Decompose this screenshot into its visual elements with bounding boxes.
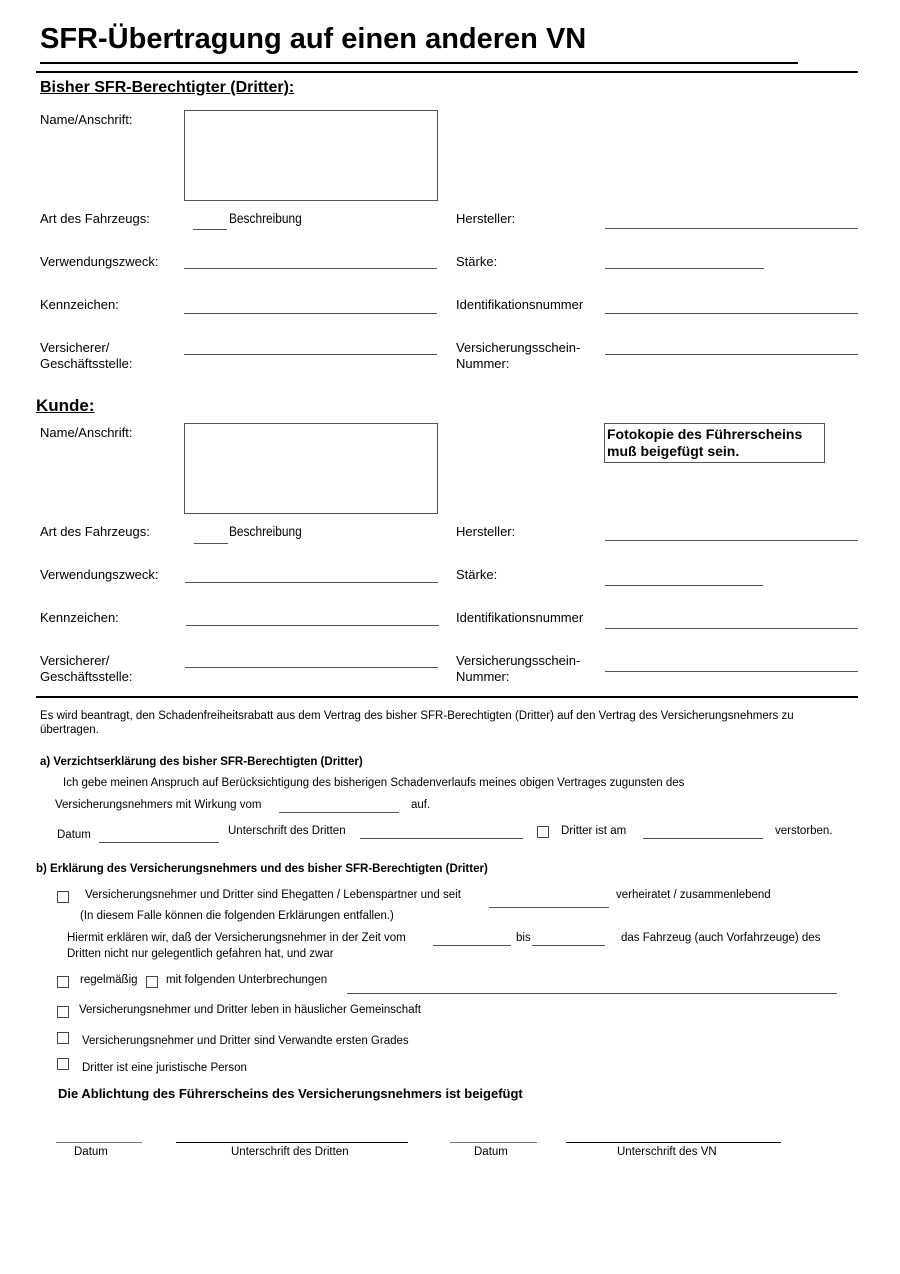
dritter-versicherer-field[interactable] — [184, 354, 437, 355]
dritter-schein-label-2: Nummer: — [456, 356, 510, 371]
dritter-art-field[interactable] — [193, 229, 227, 230]
kunde-staerke-label: Stärke: — [456, 567, 498, 582]
kunde-ident-label: Identifikationsnummer — [456, 610, 584, 625]
section-a-datum-label: Datum — [57, 829, 91, 841]
dritter-kennzeichen-label: Kennzeichen: — [40, 297, 119, 312]
hiermit-text: Hiermit erklären wir, daß der Versicherungsnehmer in der Zeit vom — [67, 932, 406, 944]
regelmaessig-checkbox[interactable] — [57, 976, 69, 988]
unterbrechungen-field[interactable] — [347, 993, 837, 994]
fuehrerschein-notice-line-2: muß beigefügt sein. — [607, 443, 740, 459]
title-underline — [40, 62, 798, 64]
ehegatten-label: Versicherungsnehmer und Dritter sind Ehegatten / Lebenspartner und seit — [85, 889, 461, 901]
section-a-unterschrift-label: Unterschrift des Dritten — [228, 825, 346, 837]
signature-datum-1-field[interactable] — [56, 1142, 142, 1143]
dritter-ist-am-label: Dritter ist am — [561, 825, 627, 837]
kunde-schein-field[interactable] — [605, 671, 858, 672]
dritten-text: Dritten nicht nur gelegentlich gefahren hat, und zwar — [67, 948, 334, 960]
kunde-name-label: Name/Anschrift: — [40, 425, 133, 440]
kunde-ident-field[interactable] — [605, 628, 858, 629]
regelmaessig-label: regelmäßig — [80, 974, 138, 986]
gemeinschaft-label: Versicherungsnehmer und Dritter leben in häuslicher Gemeinschaft — [79, 1004, 421, 1016]
kunde-art-field[interactable] — [194, 543, 228, 544]
kunde-versicherer-field[interactable] — [185, 667, 438, 668]
kunde-hersteller-label: Hersteller: — [456, 524, 516, 539]
kunde-verwendung-field[interactable] — [185, 582, 438, 583]
dritter-art-value: Beschreibung — [229, 210, 302, 226]
signature-datum-2-label: Datum — [474, 1146, 508, 1158]
kunde-verwendung-label: Verwendungszweck: — [40, 567, 159, 582]
dritter-ident-label: Identifikationsnummer — [456, 297, 584, 312]
zeit-bis-field[interactable] — [532, 945, 605, 946]
signature-datum-1-label: Datum — [74, 1146, 108, 1158]
page-title: SFR-Übertragung auf einen anderen VN — [40, 23, 587, 55]
kunde-kennzeichen-label: Kennzeichen: — [40, 610, 119, 625]
verstorben-label: verstorben. — [775, 825, 833, 837]
verwandte-label: Versicherungsnehmer und Dritter sind Verwandte ersten Grades — [82, 1035, 409, 1047]
gemeinschaft-checkbox[interactable] — [57, 1006, 69, 1018]
zeit-von-field[interactable] — [433, 945, 511, 946]
dritter-name-address-box[interactable] — [184, 110, 438, 201]
verwandte-checkbox[interactable] — [57, 1032, 69, 1044]
section-b-heading: b) Erklärung des Versicherungsnehmers und des bisher SFR-Berechtigten (Dritter) — [36, 863, 488, 875]
section-heading-dritter: Bisher SFR-Berechtigter (Dritter): — [40, 79, 295, 96]
kunde-kennzeichen-field[interactable] — [186, 625, 439, 626]
unterbrechungen-label: mit folgenden Unterbrechungen — [166, 974, 328, 986]
section-heading-kunde: Kunde: — [36, 396, 95, 415]
signature-datum-2-field[interactable] — [450, 1142, 537, 1143]
section-a-unterschrift-field[interactable] — [360, 838, 523, 839]
dritter-art-label: Art des Fahrzeugs: — [40, 211, 150, 226]
kunde-art-label: Art des Fahrzeugs: — [40, 524, 150, 539]
dritter-hersteller-field[interactable] — [605, 228, 858, 229]
dritter-verwendung-label: Verwendungszweck: — [40, 254, 159, 269]
unterbrechungen-checkbox[interactable] — [146, 976, 158, 988]
signature-dritten-field[interactable] — [176, 1142, 408, 1143]
dritter-ident-field[interactable] — [605, 313, 858, 314]
dritter-schein-label-1: Versicherungsschein- — [456, 340, 581, 355]
fuehrerschein-notice — [604, 423, 825, 463]
dritter-staerke-field[interactable] — [605, 268, 764, 269]
antrag-text: Es wird beantragt, den Schadenfreiheitsrabatt aus dem Vertrag des bisher SFR-Berechtigten (Dritter) auf den Vertrag des Versicherungsnehmers zu übertragen. — [40, 710, 794, 736]
das-fahrzeug-text: das Fahrzeug (auch Vorfahrzeuge) des — [621, 932, 821, 944]
verstorben-datum-field[interactable] — [643, 838, 763, 839]
in-diesem-falle-note: (In diesem Falle können die folgenden Erklärungen entfallen.) — [80, 910, 394, 922]
dritter-verstorben-checkbox[interactable] — [537, 826, 549, 838]
signature-dritten-label: Unterschrift des Dritten — [231, 1146, 349, 1158]
dritter-schein-field[interactable] — [605, 354, 858, 355]
verheiratet-label: verheiratet / zusammenlebend — [616, 889, 771, 901]
dritter-staerke-label: Stärke: — [456, 254, 498, 269]
dritter-kennzeichen-field[interactable] — [184, 313, 437, 314]
signature-vn-label: Unterschrift des VN — [617, 1146, 717, 1158]
kunde-hersteller-field[interactable] — [605, 540, 858, 541]
kunde-schein-label-1: Versicherungsschein- — [456, 653, 581, 668]
section-a-datum-field[interactable] — [99, 842, 219, 843]
dritter-versicherer-label-2: Geschäftsstelle: — [40, 356, 133, 371]
dritter-verwendung-field[interactable] — [184, 268, 437, 269]
ablichtung-text: Die Ablichtung des Führerscheins des Versicherungsnehmers ist beigefügt — [58, 1086, 523, 1101]
kunde-name-address-box[interactable] — [184, 423, 438, 514]
kunde-art-value: Beschreibung — [229, 523, 302, 539]
fuehrerschein-notice-line-1: Fotokopie des Führerscheins — [607, 426, 803, 442]
ehegatten-checkbox[interactable] — [57, 891, 69, 903]
kunde-versicherer-label-1: Versicherer/ — [40, 653, 110, 668]
kunde-schein-label-2: Nummer: — [456, 669, 510, 684]
juristische-person-checkbox[interactable] — [57, 1058, 69, 1070]
bis-label: bis — [516, 932, 531, 944]
juristische-person-label: Dritter ist eine juristische Person — [82, 1062, 247, 1074]
title-rule — [36, 71, 858, 73]
section-a-line-1: Ich gebe meinen Anspruch auf Berücksichtigung des bisherigen Schadenverlaufs meines obigen Vertrages zugunsten des — [63, 777, 685, 789]
dritter-versicherer-label-1: Versicherer/ — [40, 340, 110, 355]
dritter-hersteller-label: Hersteller: — [456, 211, 516, 226]
section-a-heading: a) Verzichtserklärung des bisher SFR-Berechtigten (Dritter) — [40, 756, 363, 768]
dritter-name-label: Name/Anschrift: — [40, 112, 133, 127]
seit-datum-field[interactable] — [489, 907, 609, 908]
wirkung-datum-field[interactable] — [279, 812, 399, 813]
kunde-staerke-field[interactable] — [605, 585, 763, 586]
signature-vn-field[interactable] — [566, 1142, 781, 1143]
section-a-line-2: Versicherungsnehmers mit Wirkung vom — [55, 799, 262, 811]
section-divider — [36, 696, 858, 698]
section-a-auf: auf. — [411, 799, 431, 811]
kunde-versicherer-label-2: Geschäftsstelle: — [40, 669, 133, 684]
